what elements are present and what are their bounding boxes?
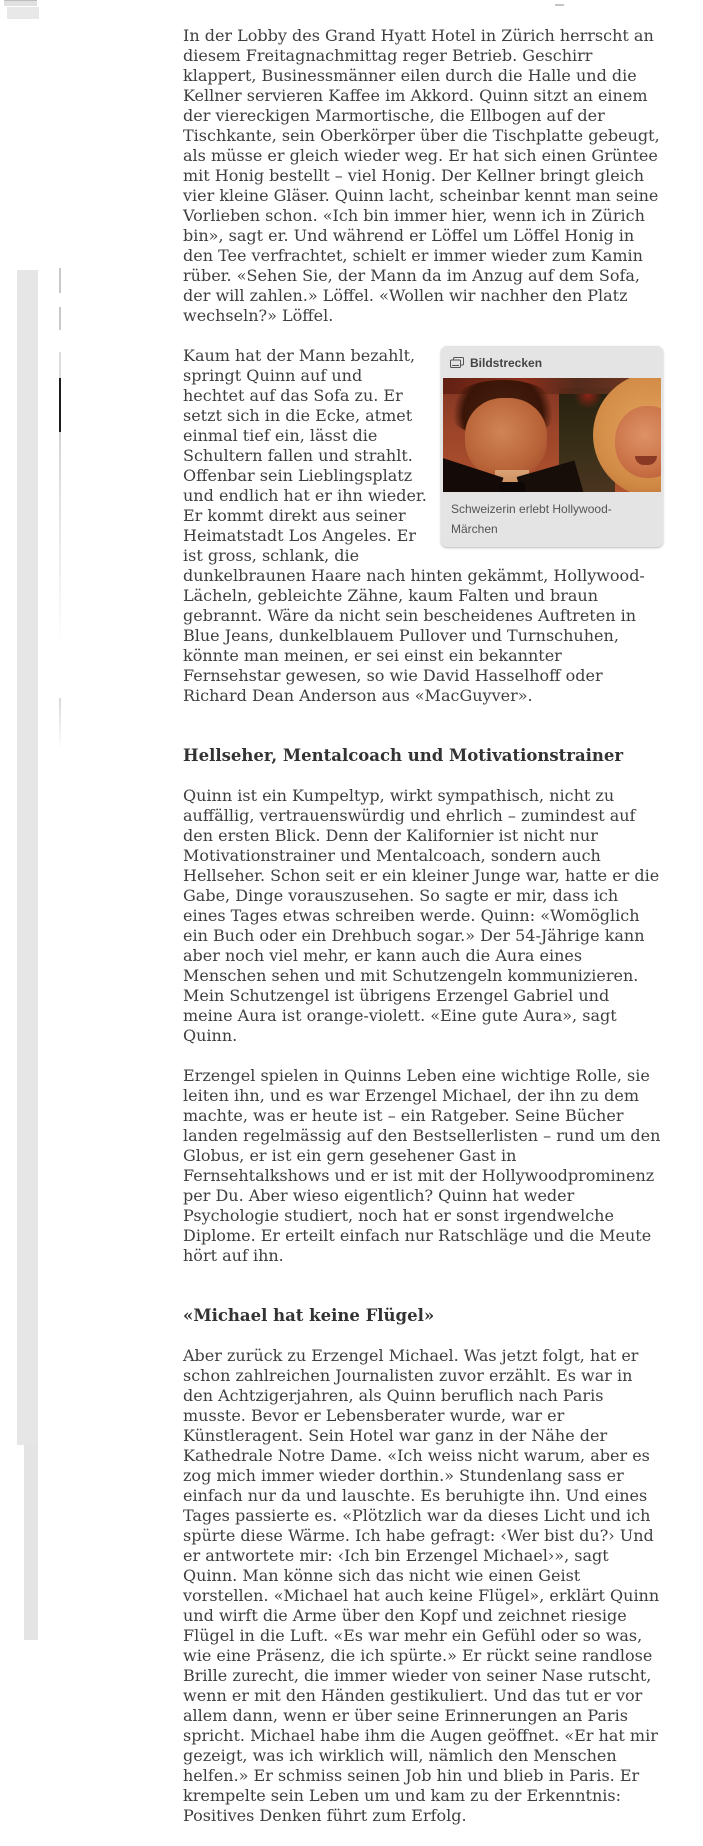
section-heading-hellseher: Hellseher, Mentalcoach und Motivationstrainer (183, 746, 624, 765)
paragraph-sofa (183, 346, 663, 706)
photo-man (499, 482, 525, 492)
article-body (183, 0, 663, 1846)
vertical-line-segment (59, 268, 61, 293)
gallery-box[interactable] (441, 346, 663, 547)
section-heading-fluegel: «Michael hat keine Flügel» (183, 1306, 435, 1325)
vertical-line-segment (59, 352, 61, 378)
paragraph-erzengel: Erzengel spielen in Quinns Leben eine wichtige Rolle, sie leiten ihn, und es war Erzengel Michael, der ihn zu dem machte, was er heute ist – ein Ratgeber. Seine Bücher landen regelmässig auf den Bestsellerlisten – rund um den Globus, er ist ein gern gesehener Gast in Fernsehtalkshows und er ist mit der Hollywoodprominenz per Du. Aber wieso eigentlich? Quinn hat weder Psychologie studiert, noch hat er sonst irgendwelche Diplome. Er erteilt einfach nur Ratschläge und die Meute hört auf ihn. (183, 1066, 661, 1265)
photo-man (465, 398, 547, 478)
gallery-header-label: Bildstrecken (470, 356, 543, 370)
scrollbar-thumb-artifact (59, 378, 61, 432)
gallery-photo[interactable] (443, 378, 661, 492)
gray-bar-artifact-top (4, 0, 37, 6)
gallery-header[interactable] (441, 346, 663, 378)
paragraph-paris: Aber zurück zu Erzengel Michael. Was jetzt folgt, hat er schon zahlreichen Journalisten zuvor erzählt. Es war in den Achtzigerjahren, als Quinn beruflich nach Paris musste. Bevor er Lebensberater wurde, war er Künstleragent. Sein Hotel war ganz in der Nähe der Kathedrale Notre Dame. «Ich weiss nicht warum, aber es zog mich immer wieder dorthin.» Stundenlang sass er einfach nur da und lauschte. Es beruhigte ihn. Und eines Tages passierte es. «Plötzlich war da dieses Licht und ich spürte diese Wärme. Ich habe gefragt: ‹Wer bist du?› Und er antwortete mir: ‹Ich bin Erzengel Michael›», sagt Quinn. Man könne sich das nicht wie einen Geist vorstellen. «Michael hat auch keine Flügel», erklärt Quinn und wirft die Arme über den Kopf und zeichnet riesige Flügel in die Luft. «Es war mehr ein Gefühl oder so was, wie eine Präsenz, die ich spürte.» Er rückt seine randlose Brille zurecht, die immer wieder von seiner Nase rutscht, wenn er mit den Händen gestikuliert. Und das tut er vor allem dann, wenn er über seine Erinnerungen an Paris spricht. Michael habe ihm die Augen geöffnet. «Er hat mir gezeigt, was ich wirklich will, nämlich den Menschen helfen.» Er schmiss seinen Job hin und blieb in Paris. Er krempelte sein Leben um und kam zu der Erkenntnis: Positives Denken führt zum Erfolg. (183, 1346, 660, 1825)
slideshow-icon (450, 357, 464, 369)
gray-box-artifact (7, 7, 39, 19)
left-gray-strip-upper (17, 270, 38, 1445)
vertical-line-segment (59, 307, 61, 330)
paragraph-lobby: In der Lobby des Grand Hyatt Hotel in Zürich herrscht an diesem Freitagnachmittag reger Betrieb. Geschirr klappert, Businessmänner eilen durch die Halle und die Kellner servieren Kaffee im Akkord. Quinn sitzt an einem der viereckigen Marmortische, die Ellbogen auf der Tischkante, sein Oberkörper über die Tischplatte gebeugt, als müsse er gleich wieder weg. Er hat sich einen Grüntee mit Honig bestellt – viel Honig. Der Kellner bringt gleich vier kleine Gläser. Quinn lacht, scheinbar kennt man seine Vorlieben schon. «Ich bin immer hier, wenn ich in Zürich bin», sagt er. Und während er Löffel um Löffel Honig in den Tee verfrachtet, schielt er immer wieder zum Kamin rüber. «Sehen Sie, der Mann da im Anzug auf dem Sofa, der will zahlen.» Löffel. «Wollen wir nachher den Platz wechseln?» Löffel. (183, 26, 660, 325)
paragraph-kumpeltyp: Quinn ist ein Kumpeltyp, wirkt sympathisch, nicht zu auffällig, vertrauenswürdig und ehrlich – zumindest auf den ersten Blick. Denn der Kalifornier ist nicht nur Motivationstrainer und Mentalcoach, sondern auch Hellseher. Schon seit er ein kleiner Junge war, hatte er die Gabe, Dinge vorauszusehen. So sagte er mir, dass ich eines Tages etwas schreiben werde. Quinn: «Womöglich ein Buch oder ein Drehbuch sogar.» Der 54-Jährige kann aber noch viel mehr, er kann auch die Aura eines Menschen sehen und mit Schutzengeln kommunizieren. Mein Schutzengel ist übrigens Erzengel Gabriel und meine Aura ist orange-violett. «Eine gute Aura», sagt Quinn. (183, 786, 660, 1045)
vertical-line-segment (59, 432, 61, 648)
left-gray-strip-lower (24, 1445, 38, 1640)
vertical-line-segment (59, 698, 61, 750)
gallery-caption[interactable]: Schweizerin erlebt Hollywood-Märchen (451, 502, 612, 536)
paragraph-text: Kaum hat der Mann bezahlt, springt Quinn auf und hechtet auf das Sofa zu. Er setzt sich in die Ecke, atmet einmal tief ein, lässt die Schultern fallen und strahlt. Offenbar sein Lieblingsplatz und endlich hat er ihn wieder. Er kommt direkt aus seiner Heimatstadt Los Angeles. Er ist gross, schlank, die dunkelbraunen Haare nach hinten gekämmt, Hollywood-Lächeln, gebleichte Zähne, kaum Falten und braun gebrannt. Wäre da nicht sein bescheidenes Auftreten in Blue Jeans, dunkelblauem Pullover und Turnschuhen, könnte man meinen, er sei einst ein bekannter Fernsehstar gewesen, so wie David Hasselhoff oder Richard Dean Anderson aus «MacGuyver». (183, 346, 645, 705)
